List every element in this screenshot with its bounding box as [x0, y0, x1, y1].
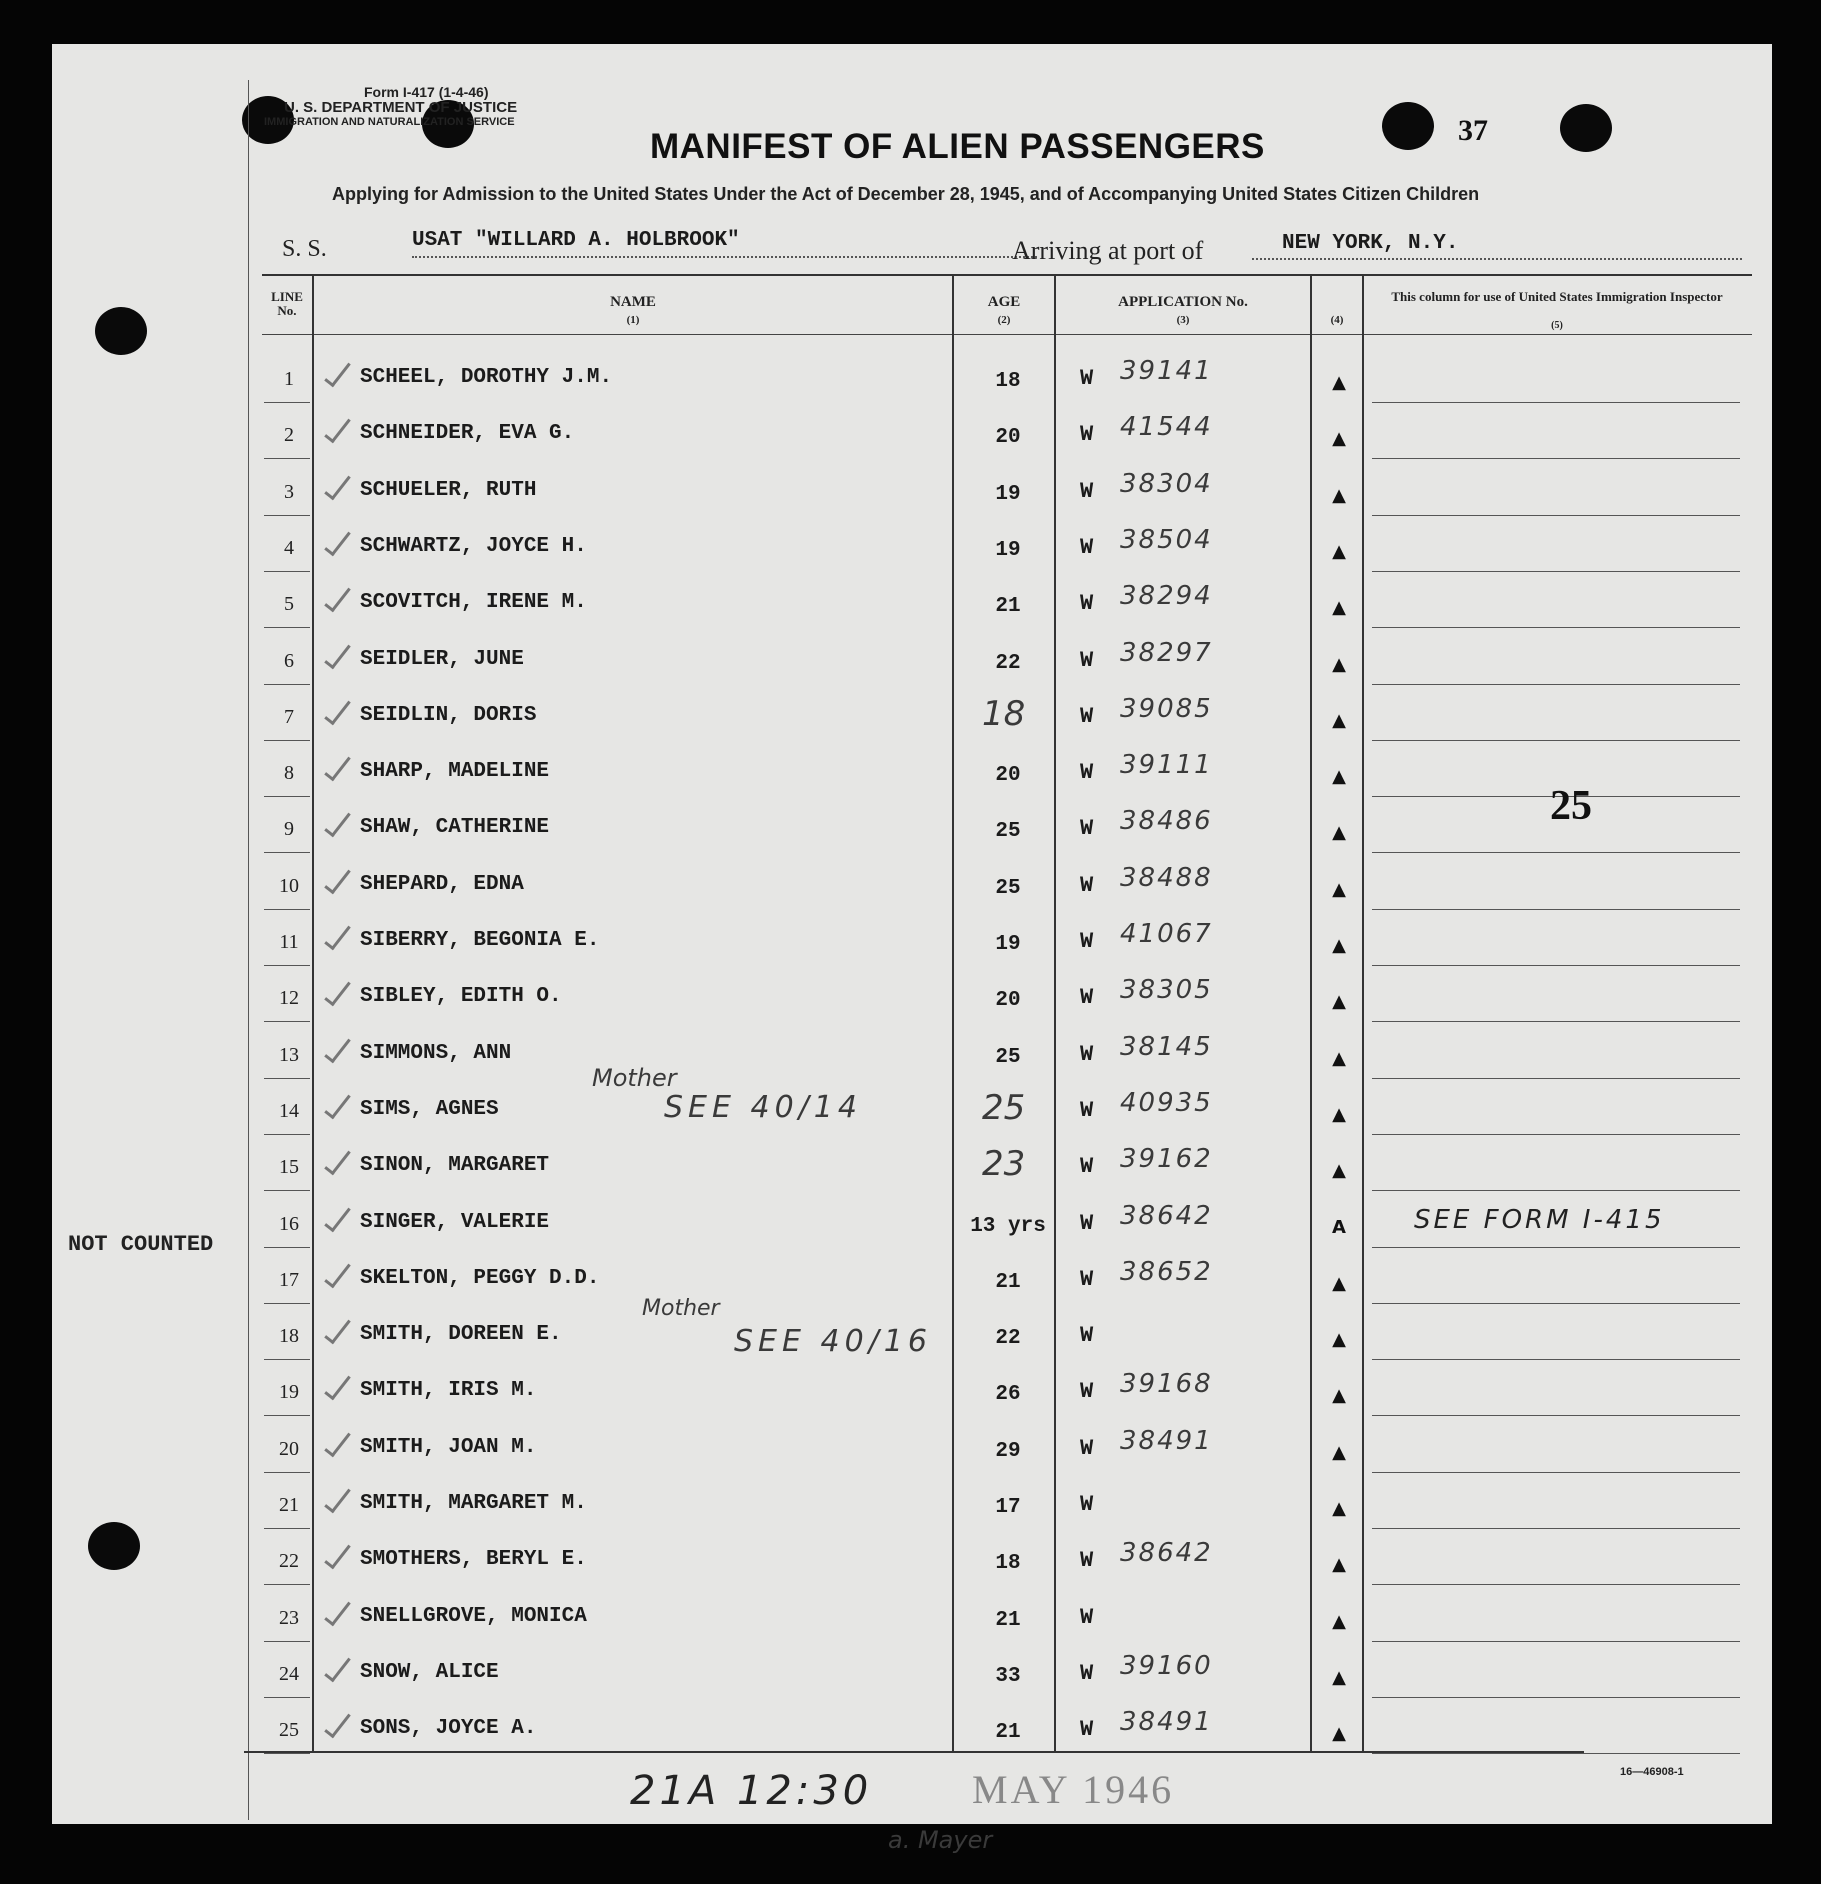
- passenger-age: 21: [995, 595, 1021, 619]
- line-rule: [264, 1303, 310, 1304]
- status-mark: ▲: [1332, 540, 1346, 562]
- line-rule: [264, 1472, 310, 1473]
- application-number: 38642: [1120, 1538, 1213, 1569]
- inspector-rule: [1372, 1472, 1740, 1473]
- line-rule: [264, 458, 310, 459]
- passenger-age: 23: [982, 1144, 1026, 1185]
- passenger-name: SIMS, AGNES: [360, 1097, 499, 1121]
- passenger-name: SMITH, MARGARET M.: [360, 1492, 587, 1515]
- line-rule: [264, 1528, 310, 1529]
- application-prefix: W: [1080, 1379, 1094, 1405]
- table-row: [52, 412, 1772, 474]
- application-prefix: W: [1080, 1323, 1094, 1349]
- table-row: [52, 919, 1772, 981]
- line-rule: [264, 1134, 310, 1135]
- application-prefix: W: [1080, 703, 1094, 729]
- passenger-age: 20: [995, 426, 1021, 450]
- line-rule: [264, 1247, 310, 1248]
- passenger-age: 25: [995, 820, 1021, 844]
- status-mark: ▲: [1332, 1723, 1346, 1745]
- status-mark: ▲: [1332, 1610, 1346, 1632]
- passenger-age: 26: [995, 1383, 1021, 1407]
- application-prefix: W: [1080, 478, 1094, 504]
- passenger-name: SCHNEIDER, EVA G.: [360, 422, 575, 446]
- application-number: 38294: [1120, 581, 1213, 612]
- col-header-inspector-num: (5): [1551, 320, 1563, 331]
- line-rule: [264, 1359, 310, 1360]
- col-header-line: LINE No.: [271, 289, 303, 318]
- application-prefix: W: [1080, 647, 1094, 673]
- passenger-age: 21: [995, 1270, 1021, 1294]
- inspector-rule: [1372, 515, 1740, 516]
- inspector-rule: [1372, 1528, 1740, 1529]
- ship-label: S. S.: [282, 236, 327, 262]
- check-mark: [324, 527, 351, 557]
- application-number: 38145: [1120, 1031, 1213, 1062]
- inspector-rule: [1372, 1021, 1740, 1022]
- check-mark: [324, 1202, 351, 1232]
- passenger-name: SMOTHERS, BERYL E.: [360, 1548, 587, 1572]
- inspector-rule: [1372, 909, 1740, 910]
- inspector-rule: [1372, 1641, 1740, 1642]
- application-number: 38491: [1120, 1707, 1213, 1738]
- passenger-age: 29: [995, 1439, 1021, 1463]
- passenger-name: SNELLGROVE, MONICA: [360, 1604, 587, 1628]
- col-header-application-num: (3): [1176, 314, 1190, 326]
- annotation-mother: Mother: [592, 1064, 677, 1092]
- passenger-name: SHARP, MADELINE: [360, 760, 550, 784]
- line-number: 14: [279, 1099, 299, 1122]
- passenger-name: SCHWARTZ, JOYCE H.: [360, 534, 587, 558]
- application-prefix: W: [1080, 366, 1094, 391]
- application-prefix: W: [1080, 872, 1094, 898]
- passenger-age: 17: [995, 1496, 1021, 1519]
- passenger-name: SIBERRY, BEGONIA E.: [360, 929, 600, 952]
- line-number: 3: [284, 480, 294, 503]
- line-rule: [264, 684, 310, 685]
- check-mark: [324, 864, 351, 894]
- check-mark: [324, 1371, 351, 1401]
- application-prefix: W: [1080, 1266, 1094, 1292]
- status-mark: ▲: [1332, 1385, 1346, 1407]
- document-title: MANIFEST OF ALIEN PASSENGERS: [650, 127, 1265, 166]
- check-mark: [324, 470, 351, 500]
- table-row: [52, 806, 1772, 868]
- application-prefix: W: [1080, 1041, 1094, 1067]
- line-number: 9: [284, 818, 294, 841]
- line-rule: [264, 852, 310, 853]
- passenger-age: 20: [995, 989, 1021, 1013]
- inspector-rule: [1372, 1415, 1740, 1416]
- application-number: 38652: [1120, 1256, 1213, 1287]
- line-rule: [264, 740, 310, 741]
- line-number: 19: [279, 1381, 299, 1404]
- check-mark: [324, 639, 351, 669]
- table-row: [52, 524, 1772, 587]
- manifest-page: [52, 44, 1772, 1854]
- status-mark: ▲: [1332, 597, 1346, 619]
- table-row: [52, 581, 1772, 643]
- table-row: [52, 693, 1772, 756]
- check-mark: [324, 1033, 351, 1063]
- check-mark: [324, 583, 351, 613]
- table-row: [52, 1488, 1772, 1544]
- passenger-name: SHEPARD, EDNA: [360, 872, 524, 896]
- status-mark: ▲: [1332, 878, 1346, 900]
- table-row: [52, 1425, 1772, 1488]
- check-mark: [324, 1427, 351, 1457]
- line-number: 10: [279, 874, 299, 897]
- passenger-name: SKELTON, PEGGY D.D.: [360, 1266, 600, 1290]
- line-number: 7: [284, 705, 294, 728]
- line-number: 11: [279, 931, 299, 953]
- passenger-age: 18: [995, 370, 1021, 393]
- status-mark: ▲: [1332, 428, 1346, 450]
- line-number: 13: [279, 1043, 299, 1066]
- passenger-age: 20: [995, 764, 1021, 788]
- status-mark: ▲: [1332, 1160, 1346, 1182]
- passenger-name: SMITH, DOREEN E.: [360, 1323, 562, 1347]
- status-mark: ▲: [1332, 1441, 1346, 1463]
- application-number: 39141: [1120, 356, 1213, 386]
- table-row: [52, 750, 1772, 812]
- passenger-age: 18: [982, 693, 1026, 734]
- port-name: NEW YORK, N.Y.: [1282, 232, 1459, 255]
- application-number: 38488: [1120, 862, 1213, 893]
- passenger-age: 22: [995, 651, 1021, 675]
- inspector-rule: [1372, 1753, 1740, 1754]
- passenger-name: SCOVITCH, IRENE M.: [360, 591, 587, 615]
- inspector-rule: [1372, 1247, 1740, 1248]
- line-number: 15: [279, 1156, 299, 1179]
- line-number: 12: [279, 987, 299, 1010]
- line-number: 23: [279, 1606, 299, 1629]
- application-number: 38304: [1120, 468, 1213, 499]
- check-mark: [324, 1484, 351, 1514]
- line-rule: [264, 965, 310, 966]
- inspector-rule: [1372, 1134, 1740, 1135]
- line-rule: [264, 1190, 310, 1191]
- line-number: 21: [279, 1494, 299, 1516]
- application-prefix: W: [1080, 1604, 1094, 1630]
- status-mark: A: [1332, 1216, 1346, 1238]
- table-row: [52, 1200, 1772, 1263]
- line-rule: [264, 909, 310, 910]
- application-prefix: W: [1080, 1492, 1094, 1517]
- passenger-name: SEIDLER, JUNE: [360, 647, 524, 671]
- check-mark: [324, 921, 351, 951]
- col-header-application: APPLICATION No.: [1118, 294, 1248, 310]
- application-prefix: W: [1080, 1154, 1094, 1180]
- application-prefix: W: [1080, 1210, 1094, 1236]
- status-mark: ▲: [1332, 1554, 1346, 1576]
- table-row: [52, 1256, 1772, 1319]
- line-number: 25: [279, 1719, 299, 1742]
- application-number: 39111: [1120, 750, 1213, 781]
- inspector-rule: [1372, 571, 1740, 572]
- passenger-age: 33: [995, 1664, 1021, 1688]
- passenger-age: 18: [995, 1552, 1021, 1576]
- table-row: [52, 975, 1772, 1037]
- application-prefix: W: [1080, 929, 1094, 954]
- application-number: 38305: [1120, 975, 1213, 1006]
- line-number: 18: [279, 1325, 299, 1348]
- annotation-see-reference: SEE 40/14: [664, 1090, 862, 1125]
- check-mark: [324, 358, 351, 388]
- col-header-inspector: This column for use of United States Immigration Inspector: [1391, 289, 1723, 304]
- table-row: [52, 356, 1772, 418]
- passenger-name: SINON, MARGARET: [360, 1154, 550, 1178]
- line-rule: [264, 1584, 310, 1585]
- passenger-name: SMITH, IRIS M.: [360, 1379, 537, 1403]
- application-number: 40935: [1120, 1087, 1213, 1118]
- table-row: [52, 1601, 1772, 1657]
- table-row: [52, 862, 1772, 925]
- passenger-name: SCHEEL, DOROTHY J.M.: [360, 366, 613, 389]
- status-mark: ▲: [1332, 1103, 1346, 1125]
- passenger-age: 13 yrs: [970, 1214, 1046, 1238]
- col-header-name-num: (1): [626, 314, 640, 326]
- ship-name: USAT "WILLARD A. HOLBROOK": [412, 229, 740, 252]
- table-row: [52, 1031, 1772, 1094]
- passenger-name: SCHUELER, RUTH: [360, 478, 537, 502]
- application-prefix: W: [1080, 1435, 1094, 1461]
- check-mark: [324, 414, 351, 444]
- check-mark: [324, 1315, 351, 1345]
- check-mark: [324, 1653, 351, 1683]
- line-number: 16: [279, 1212, 299, 1235]
- application-prefix: W: [1080, 985, 1094, 1011]
- annotation-see-reference: SEE 40/16: [734, 1324, 932, 1359]
- check-mark: [324, 1146, 351, 1176]
- passenger-age: 25: [982, 1087, 1026, 1128]
- application-prefix: W: [1080, 1548, 1094, 1574]
- status-mark: ▲: [1332, 1329, 1346, 1351]
- application-prefix: W: [1080, 1660, 1094, 1686]
- inspector-total: 25: [1550, 783, 1592, 829]
- table-row: [52, 1144, 1772, 1206]
- table-row: [52, 468, 1772, 531]
- application-prefix: W: [1080, 1717, 1094, 1743]
- check-mark: [324, 1258, 351, 1288]
- inspector-rule: [1372, 1697, 1740, 1698]
- not-counted-stamp: NOT COUNTED: [68, 1232, 214, 1257]
- inspector-rule: [1372, 402, 1740, 403]
- table-row: [52, 1538, 1772, 1600]
- department-name: U. S. DEPARTMENT OF JUSTICE: [284, 99, 518, 116]
- col-header-age: AGE: [987, 294, 1021, 310]
- application-number: 38504: [1120, 524, 1213, 555]
- passenger-name: SIBLEY, EDITH O.: [360, 985, 562, 1009]
- table-row: [52, 637, 1772, 700]
- passenger-age: 19: [995, 933, 1021, 956]
- status-mark: ▲: [1332, 1498, 1346, 1519]
- line-number: 5: [284, 593, 294, 616]
- col-header-age-num: (2): [997, 314, 1011, 326]
- line-number: 17: [279, 1268, 299, 1291]
- line-number: 4: [284, 536, 294, 559]
- status-mark: ▲: [1332, 991, 1346, 1013]
- stamp-time: 21A 12:30: [630, 1768, 873, 1814]
- line-rule: [264, 1415, 310, 1416]
- passenger-age: 21: [995, 1608, 1021, 1632]
- table-row: [52, 1707, 1772, 1769]
- line-number: 22: [279, 1550, 299, 1573]
- inspector-rule: [1372, 627, 1740, 628]
- check-mark: [324, 808, 351, 838]
- passenger-age: 19: [995, 482, 1021, 506]
- line-number: 24: [279, 1662, 299, 1685]
- inspector-note: SEE FORM I-415: [1414, 1204, 1665, 1235]
- passenger-name: SIMMONS, ANN: [360, 1041, 512, 1065]
- line-rule: [264, 627, 310, 628]
- application-number: 39168: [1120, 1369, 1213, 1400]
- passenger-age: 25: [995, 1045, 1021, 1069]
- status-mark: ▲: [1332, 653, 1346, 675]
- status-mark: ▲: [1332, 1047, 1346, 1069]
- passenger-age: 19: [995, 538, 1021, 562]
- line-number: 8: [284, 762, 294, 785]
- col-header-col4: (4): [1330, 314, 1344, 326]
- application-prefix: W: [1080, 1097, 1094, 1123]
- line-number: 1: [284, 368, 294, 390]
- inspector-rule: [1372, 1584, 1740, 1585]
- passenger-name: SNOW, ALICE: [360, 1660, 499, 1684]
- line-rule: [264, 1078, 310, 1079]
- inspector-rule: [1372, 1303, 1740, 1304]
- status-mark: ▲: [1332, 1272, 1346, 1294]
- application-number: 38297: [1120, 637, 1213, 668]
- status-mark: ▲: [1332, 484, 1346, 506]
- print-code: 16—46908-1: [1620, 1766, 1684, 1778]
- inspector-signature: a. Mayer: [888, 1826, 993, 1854]
- line-rule: [264, 571, 310, 572]
- line-rule: [264, 515, 310, 516]
- table-row: [52, 1650, 1772, 1713]
- check-mark: [324, 1540, 351, 1570]
- line-rule: [264, 1021, 310, 1022]
- col-header-name: NAME: [610, 294, 656, 310]
- application-prefix: W: [1080, 534, 1094, 560]
- check-mark: [324, 695, 351, 725]
- inspector-rule: [1372, 965, 1740, 966]
- application-number: 38486: [1120, 806, 1213, 837]
- annotation-mother: Mother: [642, 1296, 720, 1321]
- line-rule: [264, 796, 310, 797]
- line-number: 6: [284, 649, 294, 672]
- inspector-rule: [1372, 740, 1740, 741]
- application-number: 41067: [1120, 919, 1213, 949]
- status-mark: ▲: [1332, 1666, 1346, 1688]
- inspector-rule: [1372, 1078, 1740, 1079]
- application-number: 39160: [1120, 1650, 1213, 1681]
- passenger-table-body: [52, 44, 1772, 1824]
- line-rule: [264, 402, 310, 403]
- check-mark: [324, 1090, 351, 1120]
- line-number: 20: [279, 1437, 299, 1460]
- line-rule: [264, 1753, 310, 1754]
- application-number: 38491: [1120, 1425, 1213, 1456]
- passenger-name: SHAW, CATHERINE: [360, 816, 550, 840]
- passenger-name: SINGER, VALERIE: [360, 1210, 550, 1234]
- inspector-rule: [1372, 852, 1740, 853]
- passenger-age: 22: [995, 1327, 1021, 1351]
- application-prefix: W: [1080, 591, 1094, 617]
- status-mark: ▲: [1332, 822, 1346, 844]
- status-mark: ▲: [1332, 372, 1346, 393]
- status-mark: ▲: [1332, 935, 1346, 956]
- passenger-name: SEIDLIN, DORIS: [360, 703, 537, 727]
- stamp-date: MAY 1946: [972, 1767, 1175, 1812]
- form-number: Form I-417 (1-4-46): [364, 84, 489, 100]
- line-rule: [264, 1641, 310, 1642]
- application-number: 41544: [1120, 412, 1213, 443]
- application-number: 39085: [1120, 693, 1213, 724]
- inspector-rule: [1372, 458, 1740, 459]
- application-prefix: W: [1080, 422, 1094, 448]
- check-mark: [324, 977, 351, 1007]
- inspector-rule: [1372, 684, 1740, 685]
- check-mark: [324, 752, 351, 782]
- passenger-name: SMITH, JOAN M.: [360, 1435, 537, 1459]
- application-number: 38642: [1120, 1200, 1213, 1231]
- check-mark: [324, 1709, 351, 1739]
- application-prefix: W: [1080, 760, 1094, 786]
- passenger-age: 21: [995, 1721, 1021, 1745]
- inspector-rule: [1372, 1190, 1740, 1191]
- line-number: 2: [284, 424, 294, 447]
- table-row: [52, 1369, 1772, 1431]
- application-prefix: W: [1080, 816, 1094, 842]
- passenger-age: 25: [995, 876, 1021, 900]
- application-number: 39162: [1120, 1144, 1213, 1175]
- inspector-rule: [1372, 1359, 1740, 1360]
- check-mark: [324, 1596, 351, 1626]
- port-label: Arriving at port of: [1012, 236, 1204, 265]
- status-mark: ▲: [1332, 766, 1346, 788]
- document-subtitle: Applying for Admission to the United States Under the Act of December 28, 1945, and of Accompanying United States Citizen Children: [332, 184, 1480, 204]
- passenger-name: SONS, JOYCE A.: [360, 1717, 537, 1741]
- service-name: IMMIGRATION AND NATURALIZATION SERVICE: [264, 116, 515, 128]
- table-row: [52, 1087, 1772, 1150]
- status-mark: ▲: [1332, 709, 1346, 731]
- line-rule: [264, 1697, 310, 1698]
- page-number: 37: [1458, 114, 1488, 147]
